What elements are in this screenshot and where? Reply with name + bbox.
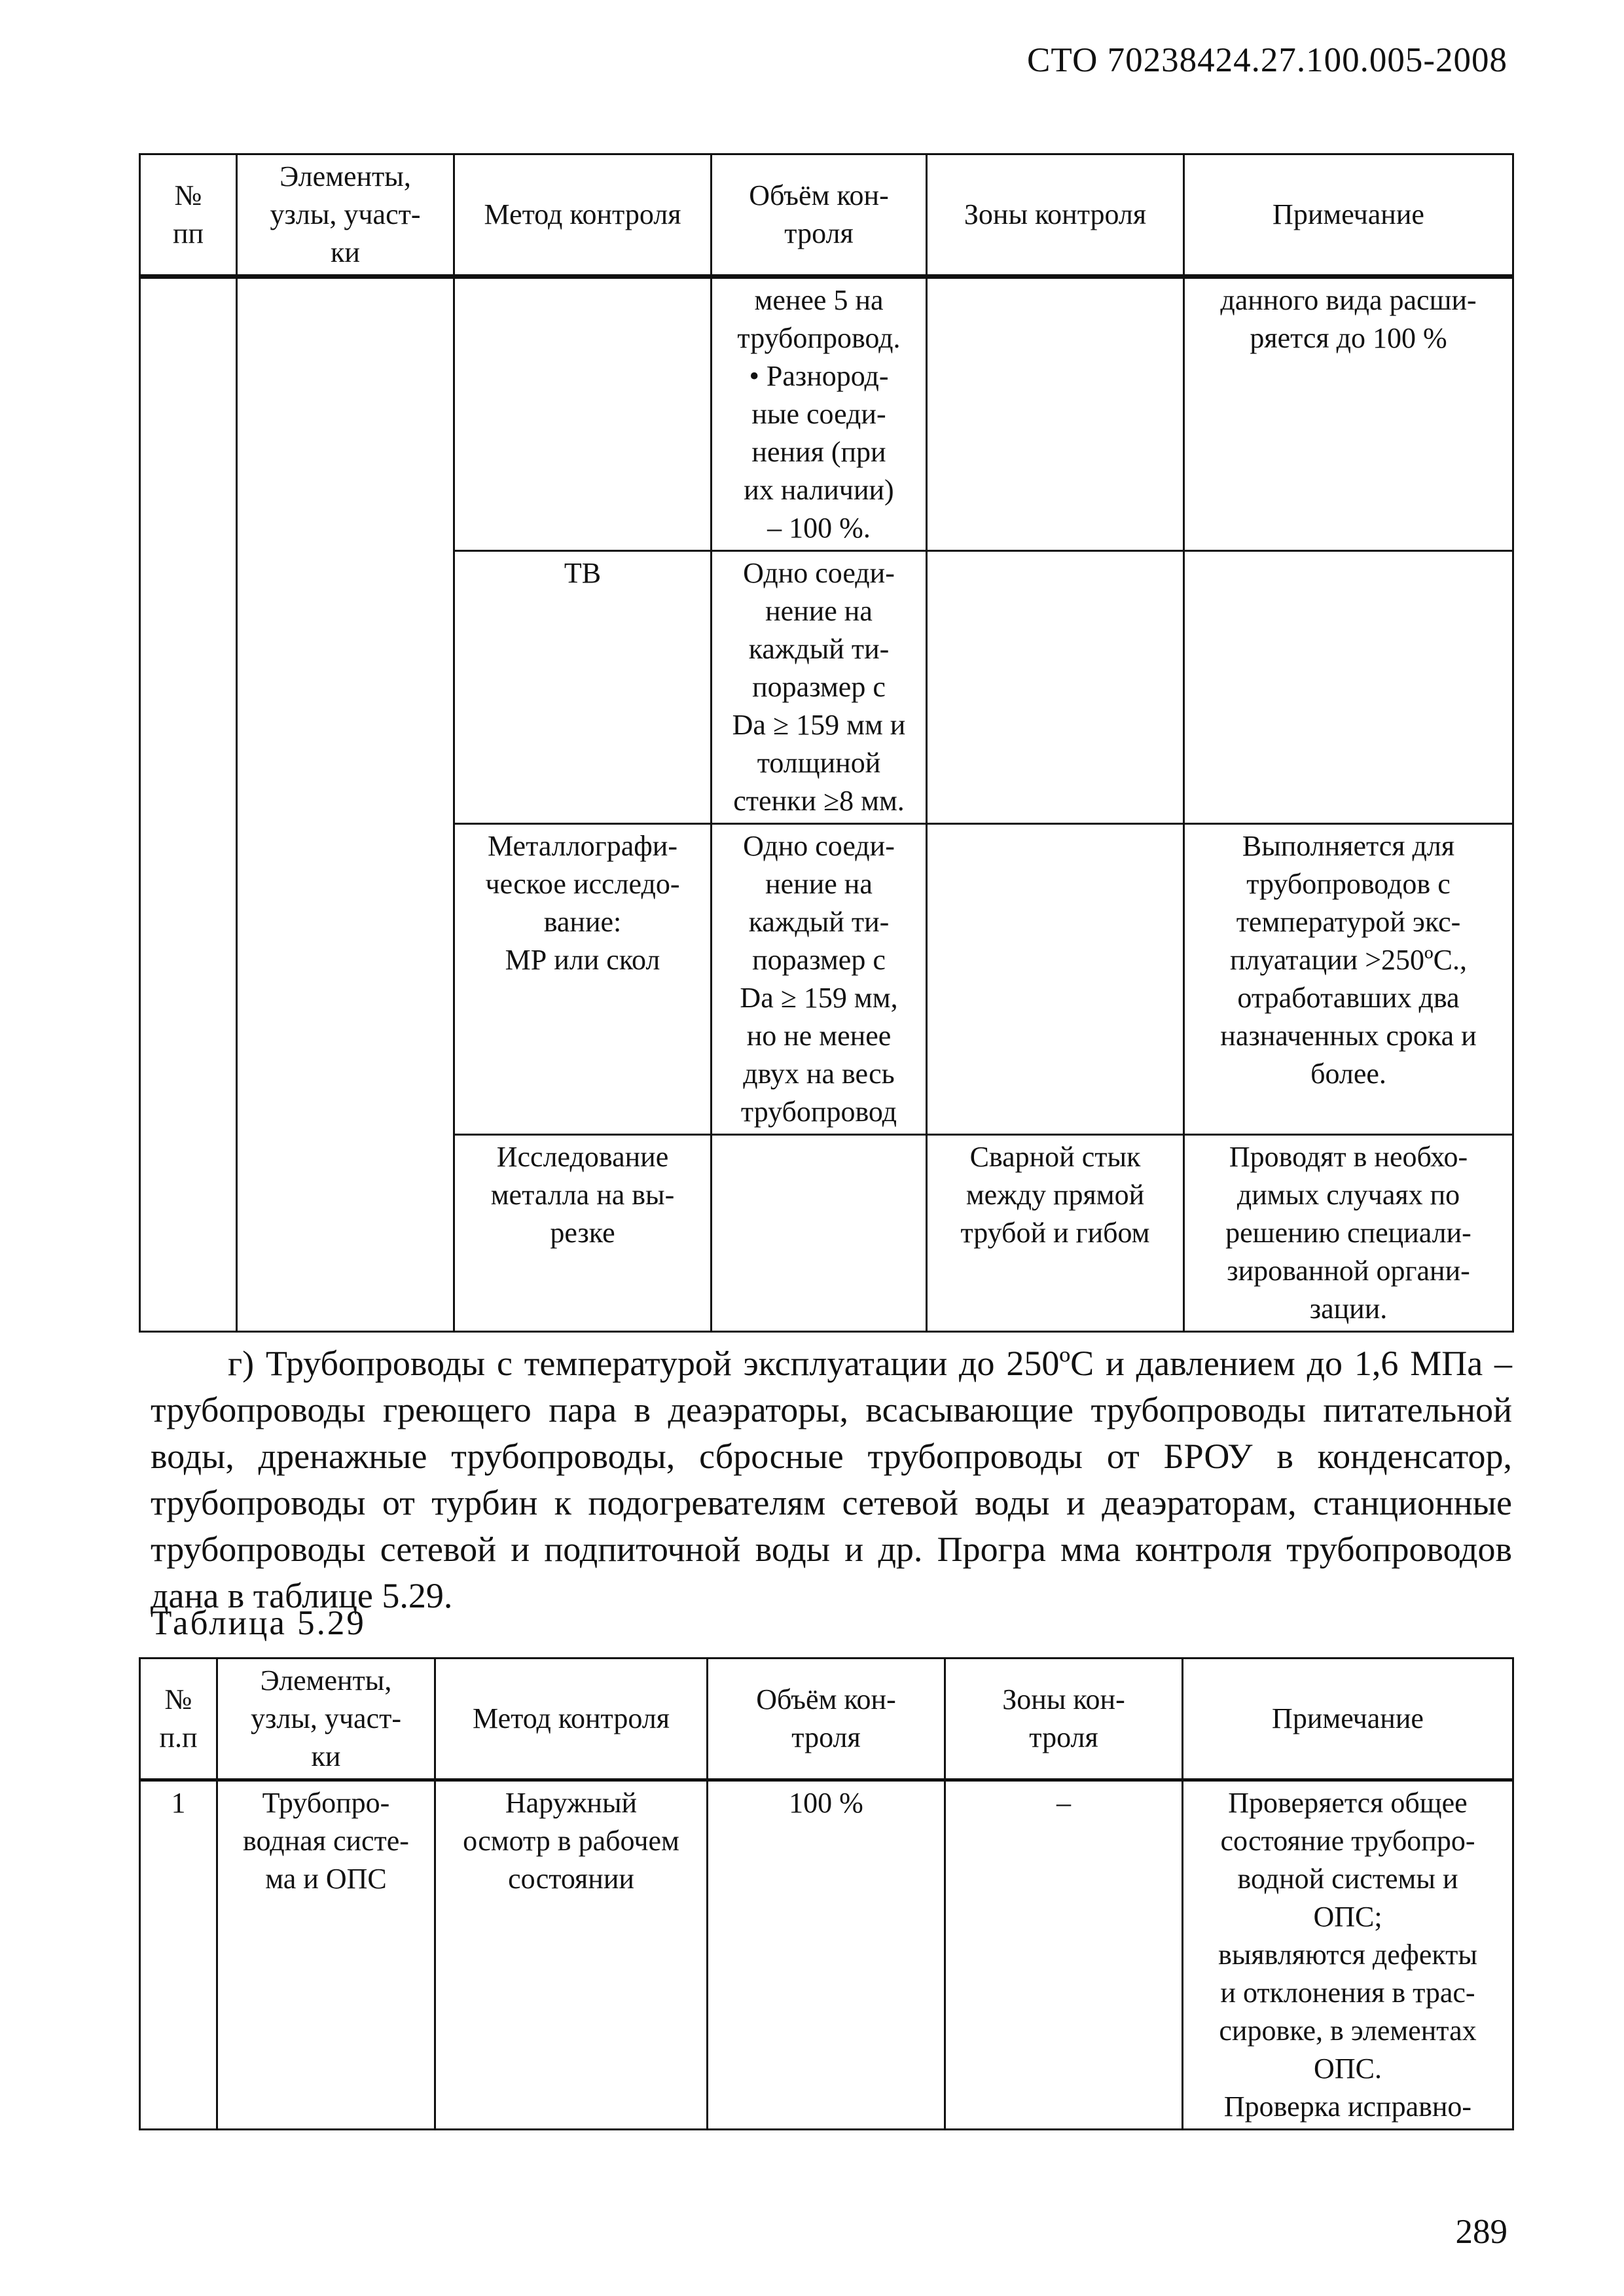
- body-paragraph: г) Трубопроводы с температурой эксплуатации до 250ºС и давлением до 1,6 МПа – трубопроводы греющего пара в деаэраторы, всасывающие трубопроводы питательной воды, дренажные трубопроводы, сбросные трубопроводы от БРОУ в конденсатор, трубопроводы от турбин к подогревателям сетевой воды и деаэраторам, станционные трубопроводы сетевой и подпиточной воды и др. Програ мма контроля трубопроводов дана в таблице 5.29.: [151, 1344, 1512, 1615]
- table-cell: Выполняется для трубопроводов с температурой экс- плуатации >250ºС., отработавших два назначенных срока и более.: [1184, 824, 1513, 1135]
- column-header-zones: Зоны контроля: [927, 154, 1184, 277]
- table-cell: Трубопро- водная систе- ма и ОПС: [217, 1780, 435, 2130]
- table-header-row: [140, 154, 1513, 277]
- page-number: 289: [1455, 2213, 1507, 2251]
- table-cell: [237, 277, 454, 1332]
- table-header-row: [140, 1659, 1513, 1780]
- table-cell: [712, 1135, 927, 1332]
- column-header-number: № п.п: [140, 1659, 217, 1780]
- table-cell: Проводят в необхо- димых случаях по решению специали- зированной органи- зации.: [1184, 1135, 1513, 1332]
- table-cell: 100 %: [708, 1780, 945, 2130]
- table-cell: ТВ: [454, 551, 712, 824]
- table-row: [140, 1780, 1513, 2130]
- column-header-method: Метод контроля: [454, 154, 712, 277]
- column-header-volume: Объём кон- троля: [708, 1659, 945, 1780]
- table-cell: Металлографи- ческое исследо- вание: МР или скол: [454, 824, 712, 1135]
- table-cell: менее 5 на трубопровод. • Разнород- ные соеди- нения (при их наличии) – 100 %.: [712, 277, 927, 551]
- table-cell: [454, 277, 712, 551]
- inspection-table-continued: [139, 153, 1514, 1333]
- column-header-method: Метод контроля: [435, 1659, 708, 1780]
- table-cell: Одно соеди- нение на каждый ти- поразмер с Da ≥ 159 мм и толщиной стенки ≥8 мм.: [712, 551, 927, 824]
- inspection-table-5-29: [139, 1657, 1514, 2130]
- table-caption: Таблица 5.29: [151, 1604, 366, 1642]
- table-cell: 1: [140, 1780, 217, 2130]
- table-cell: [927, 277, 1184, 551]
- column-header-elements: Элементы, узлы, участ- ки: [217, 1659, 435, 1780]
- document-code: СТО 70238424.27.100.005-2008: [1027, 41, 1507, 79]
- column-header-note: Примечание: [1184, 154, 1513, 277]
- column-header-zones: Зоны кон- троля: [945, 1659, 1183, 1780]
- table-row: [140, 277, 1513, 551]
- table-cell: Наружный осмотр в рабочем состоянии: [435, 1780, 708, 2130]
- table-cell: [140, 277, 237, 1332]
- table-cell: Проверяется общее состояние трубопро- водной системы и ОПС; выявляются дефекты и отклонения в трас- сировке, в элементах ОПС. Проверка исправно-: [1183, 1780, 1513, 2130]
- table-cell: Сварной стык между прямой трубой и гибом: [927, 1135, 1184, 1332]
- table-cell: данного вида расши- ряется до 100 %: [1184, 277, 1513, 551]
- column-header-elements: Элементы, узлы, участ- ки: [237, 154, 454, 277]
- column-header-volume: Объём кон- троля: [712, 154, 927, 277]
- table-cell: Исследование металла на вы- резке: [454, 1135, 712, 1332]
- table-cell: [1184, 551, 1513, 824]
- column-header-note: Примечание: [1183, 1659, 1513, 1780]
- column-header-number: № пп: [140, 154, 237, 277]
- table-cell: [927, 824, 1184, 1135]
- table-cell: [927, 551, 1184, 824]
- table-cell: Одно соеди- нение на каждый ти- поразмер с Da ≥ 159 мм, но не менее двух на весь трубопровод: [712, 824, 927, 1135]
- table-cell: –: [945, 1780, 1183, 2130]
